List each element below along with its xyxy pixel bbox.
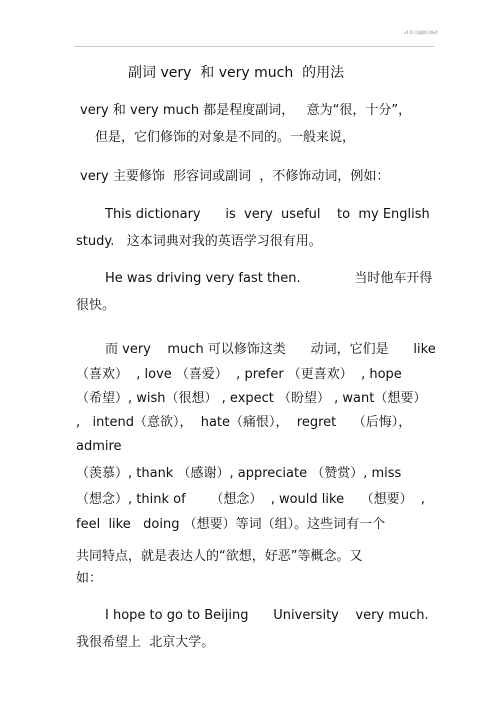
body-line-19: 我很希望上 北京大学。 (76, 635, 215, 650)
body-line-16: 共同特点，就是表达人的“欲想，好恶”等概念。又 (76, 549, 363, 564)
body-line-5: study. 这本词典对我的英语学习很有用。 (76, 234, 322, 249)
header-note: v1.0 可编辑可修改 (404, 30, 438, 35)
body-line-9: （喜欢） , love （喜爱） , prefer （更喜欢） , hope (76, 367, 402, 382)
header-rule (74, 46, 434, 47)
body-line-8: 而 very much 可以修饰这类 动词，它们是 like (105, 342, 436, 357)
body-line-2: 但是，它们修饰的对象是不同的。一般来说， (95, 130, 356, 145)
body-line-6: He was driving very fast then. 当时他车开得 (105, 271, 433, 286)
body-line-12: admire (76, 439, 122, 454)
body-line-7: 很快。 (76, 298, 116, 313)
body-line-1: very 和 very much 都是程度副词， 意为“很，十分”， (80, 103, 412, 118)
body-line-3: very 主要修饰 形容词或副词 ，不修饰动词，例如： (80, 169, 390, 184)
body-line-17: 如： (76, 571, 103, 586)
body-line-14: （想念）, think of （想念） , would like （想要） , (76, 492, 426, 507)
body-line-11: , intend（意欲）， hate（痛恨）， regret （后悔）， (76, 415, 412, 430)
body-line-4: This dictionary is very useful to my English (105, 207, 430, 222)
body-line-13: （羡慕）, thank （感谢）, appreciate （赞赏）, miss (76, 466, 402, 481)
body-line-10: （希望）, wish（很想） , expect （盼望） , want（想要） (76, 391, 427, 406)
body-line-18: I hope to go to Beijing University very much. (105, 608, 429, 623)
page-title: 副词 very 和 very much 的用法 (128, 65, 345, 81)
body-line-15: feel like doing （想要）等词（组）。这些词有一个 (76, 517, 386, 532)
